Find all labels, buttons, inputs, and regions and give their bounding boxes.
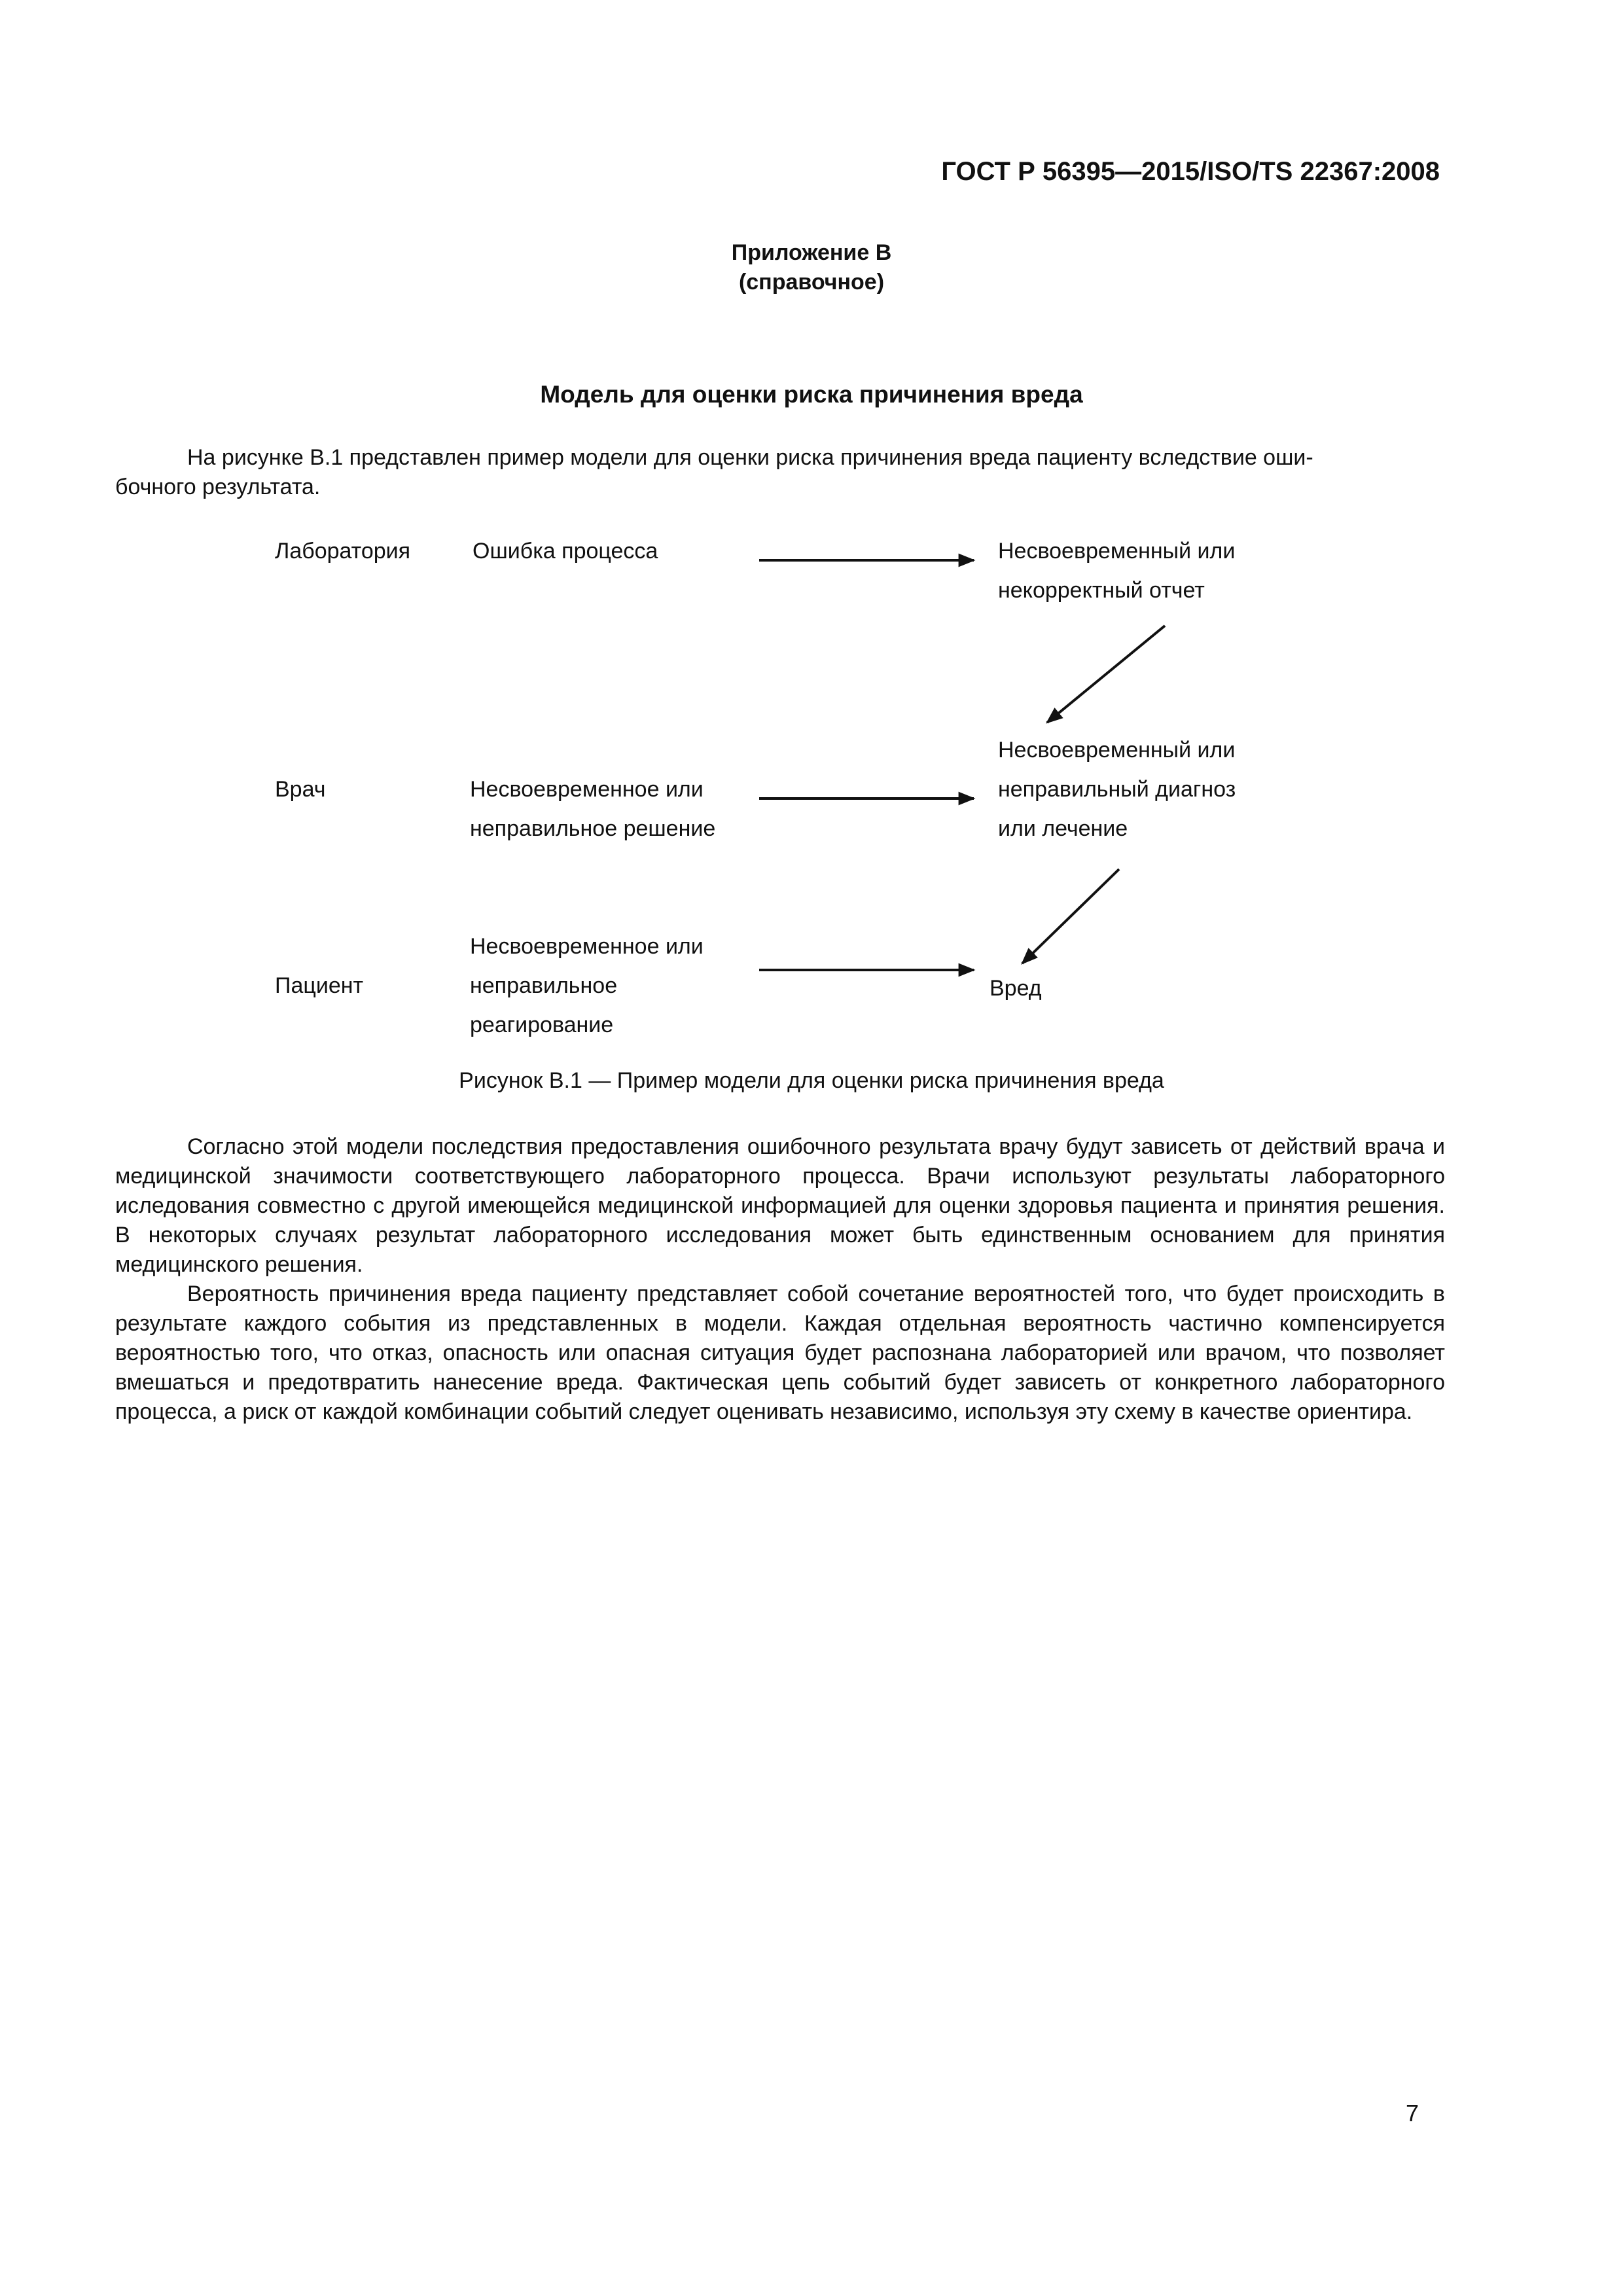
effect-harm: Вред [990, 976, 1042, 1001]
arrow-diagnosis-to-harm [1022, 869, 1119, 963]
section-title: Модель для оценки риска причинения вреда [540, 381, 1083, 408]
cause-physician-line-2: неправильное решение [470, 816, 716, 841]
actor-physician: Врач [275, 777, 326, 802]
cause-physician-line-1: Несвоевременное или [470, 777, 704, 802]
actor-laboratory: Лаборатория [275, 539, 411, 564]
intro-line-2: бочного результата. [115, 475, 321, 499]
standard-id: ГОСТ Р 56395—2015/ISO/TS 22367:2008 [941, 157, 1440, 186]
actor-patient: Пациент [275, 973, 364, 998]
effect-laboratory-line-2: некорректный отчет [998, 578, 1205, 603]
annex-status: (справочное) [738, 270, 885, 295]
effect-laboratory-line-1: Несвоевременный или [998, 539, 1236, 564]
figure-caption: Рисунок В.1 — Пример модели для оценки риска причинения вреда [459, 1068, 1164, 1093]
annex-title: Приложение В [731, 240, 892, 265]
page-number: 7 [1406, 2100, 1419, 2126]
cause-laboratory: Ошибка процесса [473, 539, 658, 564]
cause-patient-line-1: Несвоевременное или [470, 934, 704, 959]
arrow-report-to-diagnosis [1047, 626, 1165, 723]
intro-line-1: На рисунке В.1 представлен пример модели для оценки риска причинения вреда пациенту вследствие оши- [187, 445, 1313, 470]
effect-physician-line-2: неправильный диагноз [998, 777, 1236, 802]
effect-physician-line-3: или лечение [998, 816, 1128, 841]
cause-patient-line-2: неправильное [470, 973, 618, 998]
body-text [115, 1132, 1445, 1427]
effect-physician-line-1: Несвоевременный или [998, 738, 1236, 762]
paragraph-probability: Вероятность причинения вреда пациенту представляет собой сочетание вероятностей того, что будет происходить в результате каждого события из представленных в модели. Каждая отдельная вероятность частично компенсируется вероятностью того, что отказ, опасность или опасная ситуация будет распознана лабораторией или врачом, что позволяет вмешаться и предотвратить нанесение вреда. Фактическая цепь событий будет зависеть от конкретного лабораторного процесса, а риск от каждой комбинации событий следует оценивать независимо, используя эту схему в качестве ориентира. [115, 1282, 1445, 1424]
cause-patient-line-3: реагирование [470, 1013, 614, 1037]
paragraph-consequences: Согласно этой модели последствия предоставления ошибочного результата врачу будут зависеть от действий врача и медицинской значимости соответствующего лабораторного процесса. Врачи используют результаты лабораторного иследования совместно с другой имеющейся медицинской информацией для оценки здоровья пациента и принятия решения. В некоторых случаях результат лабораторного исследования может быть единственным основанием для принятия медицинского решения. [115, 1134, 1445, 1277]
